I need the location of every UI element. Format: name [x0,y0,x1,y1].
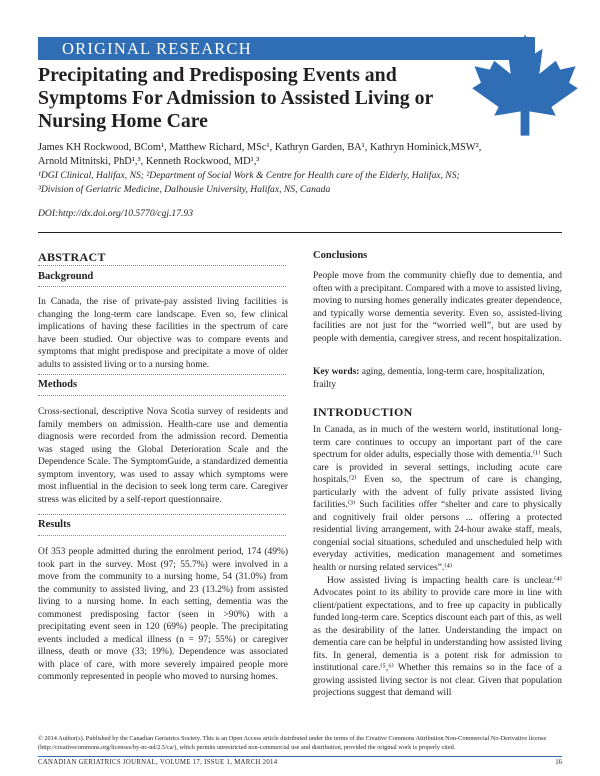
copyright-notice: © 2014 Author(s). Published by the Canadian Geriatrics Society. This is an Open Access article distributed under the terms of the Creative Commons Attribution Non-Commercial No-Derivative license (http://creativecommons.org/licenses/by-nc-nd/2.5/ca/), which permits unrestricted non-commercial use and distribution, provided the original work is properly cited. [38,735,547,751]
divider [38,514,286,515]
affiliations [38,169,558,196]
abstract-paragraph: Of 353 people admitted during the enrolment period, 174 (49%) took part in the survey. Most (97; 55.7%) were involved in a move from the community to a nursing home, 54 (31.0%) from the community to assisted living, and 23 (13.2%) from assisted living to a nursing home. In each setting, dementia was the commonest predisposing factor (seen in >90%) with a precipitating event seen in 120 (69%) people. The precipitating events included a medical illness (n = 97; 55%) or caregiver illness, death or move (33; 19%). Dependence was associated with place of care, with more severely impaired people more commonly represented in people who moved to nursing homes. [38,547,288,683]
results-text [38,546,288,684]
methods-text [38,406,288,506]
results-heading: Results [38,519,71,530]
authors-line: Arnold Mitnitski, PhD¹,³, Kenneth Rockwood, MD¹,³ [38,156,260,167]
header-rule [38,232,562,233]
conclusions-heading: Conclusions [313,250,368,261]
divider [38,395,286,396]
introduction-text [313,424,562,700]
article-title: Precipitating and Predisposing Events and Symptoms For Admission to Assisted Living or Nursing Home Care [38,64,433,132]
abstract-paragraph: People move from the community chiefly due to dementia, and often with a precipitant. Compared with a move to assisted living, moving to nursing homes generally indicates greater dependence, and typically worse dementia severity. Even so, assisted-living facilities are not just for the “worried well”, but are used by people with dementia, caregiver stress, and recent hospitalization. [313,271,562,344]
authors-line: James KH Rockwood, BCom¹, Matthew Richard, MSc¹, Kathryn Garden, BA¹, Kathryn Hominick,MSW², [38,142,482,153]
divider [38,535,286,536]
keywords-label: Key words: [313,367,360,377]
conclusions-text [313,270,562,345]
keywords-list: aging, dementia, long-term care, hospitalization, frailty [313,367,545,390]
footer-rule [38,756,562,757]
background-text [38,296,288,371]
methods-heading: Methods [38,379,78,390]
page-number: 16 [555,759,562,766]
introduction-heading: INTRODUCTION [313,405,413,419]
affiliation-line: ¹DGI Clinical, Halifax, NS; ²Department of Social Work & Centre for Health care of the Elderly, Halifax, NS; [38,170,460,181]
background-heading: Background [38,271,94,282]
section-label: ORIGINAL RESEARCH [62,39,252,58]
abstract-heading: ABSTRACT [38,250,106,264]
abstract-paragraph: In Canada, the rise of private-pay assisted living facilities is changing the long-term care landscape. Even so, few clinical implications of having these facilities in the spectrum of care have been studied. Our objective was to compare events and symptoms that might predispose and precipitate a move of older adults to assisted living or to a nursing home. [38,297,288,370]
maple-leaf-icon [470,30,580,140]
divider [38,286,286,287]
keywords [313,366,562,391]
section-banner [38,37,535,60]
intro-paragraph: How assisted living is impacting health care is unclear.⁽⁴⁾ Advocates point to its ability to provide care more in line with client/patient expectations, and to free up capacity in publically funded long-term care. Sceptics discount each part of this, as well as the desirability of the latter. Understanding the impact on dementia care can be helpful in understanding how assisted living fits. In general, dementia is a potent risk for admission to institutional care.⁽⁵,⁶⁾ Whether this remains so in the face of a growing assisted living sector is not clear. Given that population projections suggest that demand will [313,575,562,699]
divider [38,265,286,266]
intro-paragraph: In Canada, as in much of the western world, institutional long-term care continues to occupy an important part of the care spectrum for older adults, especially those with dementia.⁽¹⁾ Such care is provided in several settings, including acute care hospitals.⁽²⁾ Even so, the spectrum of care is changing, particularly with the advent of fully private assisted living facilities.⁽³⁾ Such facilities offer “shelter and care to physically and cognitively frail older persons ... offering a protected residential living arrangement, with 24-hour awake staff, meals, congenial social situations, scheduled and unscheduled help with everyday activities, medication management and sometimes health or nursing related services”.⁽⁴⁾ [313,425,562,574]
journal-footer: CANADIAN GERIATRICS JOURNAL, VOLUME 17, ISSUE 1, MARCH 2014 [38,759,278,766]
abstract-paragraph: Cross-sectional, descriptive Nova Scotia survey of residents and family members on admission. Health-care use and dementia diagnosis were recorded from the admission record. Dementia was staged using the Global Deterioration Scale and the Dependence Scale. The SymptomGuide, a standardized dementia symptom inventory, was used to assay which symptoms were most influential in the decision to seek long term care. Caregiver stress was elicited by a self-report questionnaire. [38,407,288,505]
author-list [38,141,558,169]
divider [38,374,286,375]
doi-link[interactable]: DOI:http://dx.doi.org/10.5770/cgj.17.93 [38,208,193,219]
affiliation-line: ³Division of Geriatric Medicine, Dalhousie University, Halifax, NS, Canada [38,183,331,195]
